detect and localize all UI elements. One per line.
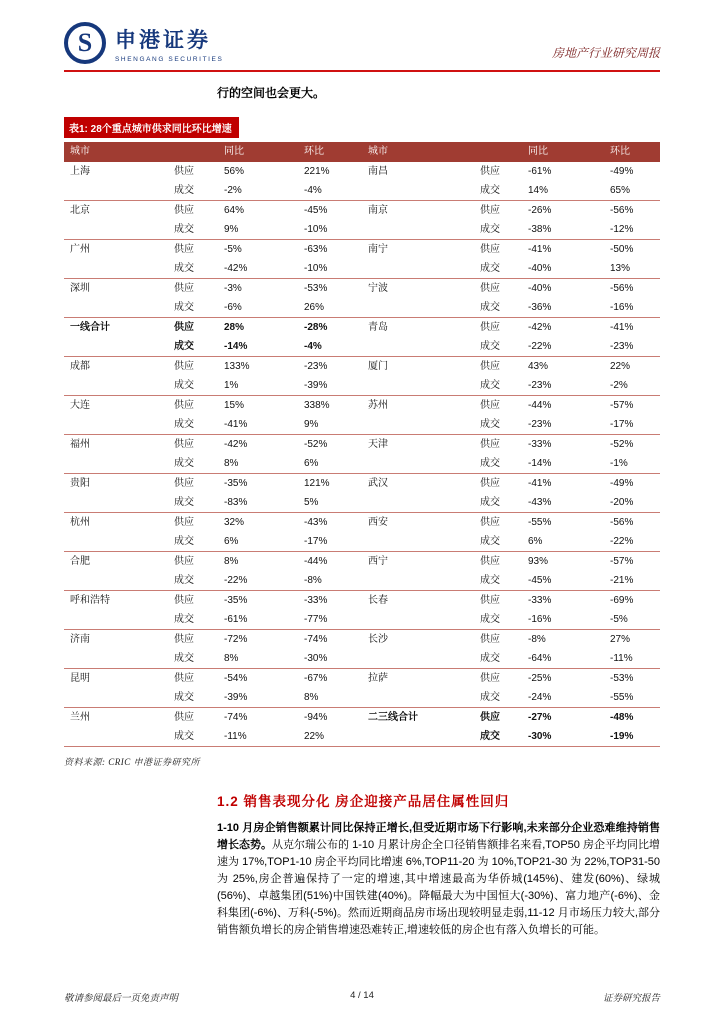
deal-label: 成交 — [168, 688, 218, 708]
deal-yoy-value: -22% — [522, 337, 604, 357]
supply-label: 供应 — [480, 712, 500, 723]
supply-yoy-value: -44% — [528, 400, 552, 411]
supply-label: 供应 — [174, 283, 194, 294]
supply-label: 供应 — [480, 673, 500, 684]
supply-mom-value: -56% — [610, 283, 634, 294]
supply-label: 供应 — [480, 400, 500, 411]
city-name: 厦门 — [362, 357, 474, 396]
city-name: 二三线合计 — [362, 708, 474, 747]
deal-label: 成交 — [168, 649, 218, 669]
deal-yoy-value: -14% — [218, 337, 298, 357]
deal-yoy-value: -6% — [218, 298, 298, 318]
deal-yoy-value: -11% — [218, 727, 298, 747]
supply-yoy-value: -25% — [528, 673, 552, 684]
supply-mom-value: 27% — [610, 634, 631, 645]
deal-label: 成交 — [474, 493, 522, 513]
supply-mom-value: -57% — [610, 400, 634, 411]
deal-mom-value: -77% — [298, 610, 362, 630]
deal-yoy-value: -30% — [522, 727, 604, 747]
header-divider — [64, 70, 660, 72]
deal-mom-value: 6% — [298, 454, 362, 474]
paragraph-lead-bold: 1-10 月房企销售额累计同比保持正增长,但受近期市场下行影响,未来部分企业恐难维持销售增长态势。 — [217, 822, 660, 851]
supply-yoy-value: -33% — [528, 439, 552, 450]
deal-label: 成交 — [474, 376, 522, 396]
city-name: 成都 — [64, 357, 168, 396]
supply-yoy-value: 28% — [224, 322, 245, 333]
city-name: 广州 — [64, 240, 168, 279]
deal-label: 成交 — [474, 220, 522, 240]
deal-label: 成交 — [474, 259, 522, 279]
supply-mom-value: -94% — [304, 712, 328, 723]
deal-label: 成交 — [168, 376, 218, 396]
deal-mom-value: -19% — [604, 727, 660, 747]
supply-mom-value: -56% — [610, 205, 634, 216]
supply-yoy-value: -42% — [224, 439, 248, 450]
logo-company-name-en: SHENGANG SECURITIES — [115, 55, 224, 63]
deal-label: 成交 — [168, 727, 218, 747]
supply-yoy-value: 43% — [528, 361, 549, 372]
supply-label: 供应 — [174, 322, 194, 333]
deal-label: 成交 — [474, 727, 522, 747]
deal-yoy-value: -23% — [522, 415, 604, 435]
supply-label: 供应 — [174, 673, 194, 684]
deal-label: 成交 — [474, 610, 522, 630]
deal-mom-value: -4% — [298, 337, 362, 357]
deal-mom-value: -8% — [298, 571, 362, 591]
supply-label: 供应 — [480, 439, 500, 450]
supply-mom-value: -41% — [610, 322, 634, 333]
supply-yoy-value: -35% — [224, 478, 248, 489]
supply-mom-value: 22% — [610, 361, 631, 372]
city-name: 西安 — [362, 513, 474, 552]
supply-label: 供应 — [480, 517, 500, 528]
paragraph-body: 从克尔瑞公布的 1-10 月累计房企全口径销售额排名来看,TOP50 房企平均同比增速为 17%,TOP1-10 房企平均同比增速 6%,TOP11-20 为 10%,TOP21-30 为 22%,TOP31-50 为 25%,房企普遍保持了一定的增速,其中增速最高为华侨城(145%)、建发(60%)、绿城(56%)、卓越集团(51%)中国铁建(40%)。降幅最大为中国恒大(-30%)、富力地产(-6%)、金科集团(-6%)、万科(-5%)。然而近期商品房市场出现较明显走弱,11-12 月市场压力较大,部分销售额负增长的房企销售增速恐难转正,增速较低的房企也有落入负增长的可能。 — [217, 839, 660, 936]
deal-mom-value: 5% — [298, 493, 362, 513]
supply-mom-value: -53% — [610, 673, 634, 684]
deal-yoy-value: -22% — [218, 571, 298, 591]
city-name: 拉萨 — [362, 669, 474, 708]
page-header — [64, 22, 660, 64]
deal-yoy-value: 6% — [522, 532, 604, 552]
supply-label: 供应 — [174, 517, 194, 528]
city-name: 大连 — [64, 396, 168, 435]
deal-mom-value: -55% — [604, 688, 660, 708]
deal-yoy-value: 8% — [218, 649, 298, 669]
shengang-logo — [64, 22, 223, 64]
city-name: 西宁 — [362, 552, 474, 591]
supply-mom-value: -50% — [610, 244, 634, 255]
deal-mom-value: -4% — [298, 181, 362, 201]
deal-mom-value: -5% — [604, 610, 660, 630]
city-name: 深圳 — [64, 279, 168, 318]
supply-yoy-value: -5% — [224, 244, 242, 255]
deal-label: 成交 — [474, 454, 522, 474]
supply-mom-value: -49% — [610, 166, 634, 177]
deal-label: 成交 — [168, 259, 218, 279]
supply-label: 供应 — [480, 283, 500, 294]
deal-label: 成交 — [474, 571, 522, 591]
deal-mom-value: -17% — [298, 532, 362, 552]
deal-mom-value: -10% — [298, 220, 362, 240]
deal-mom-value: -1% — [604, 454, 660, 474]
footer-report-label: 证券研究报告 — [602, 994, 660, 1004]
supply-mom-value: -53% — [304, 283, 328, 294]
report-type-label: 房地产行业研究周报 — [551, 46, 660, 60]
deal-label: 成交 — [474, 298, 522, 318]
deal-label: 成交 — [474, 337, 522, 357]
table-title: 表1: 28个重点城市供求同比环比增速 — [64, 117, 239, 138]
city-name: 长沙 — [362, 630, 474, 669]
footer-page-number: 4 / 14 — [350, 990, 374, 1001]
deal-mom-value: 26% — [298, 298, 362, 318]
table-row-supply — [64, 630, 660, 650]
supply-label: 供应 — [174, 205, 194, 216]
supply-mom-value: 338% — [304, 400, 330, 411]
deal-yoy-value: -61% — [218, 610, 298, 630]
supply-label: 供应 — [174, 166, 194, 177]
deal-yoy-value: -83% — [218, 493, 298, 513]
supply-yoy-value: 133% — [224, 361, 250, 372]
table-row-supply — [64, 318, 660, 338]
deal-yoy-value: -45% — [522, 571, 604, 591]
city-supply-demand-table — [64, 142, 660, 747]
supply-yoy-value: -26% — [528, 205, 552, 216]
supply-yoy-value: 56% — [224, 166, 245, 177]
table-row-supply — [64, 552, 660, 572]
supply-mom-value: -69% — [610, 595, 634, 606]
city-name: 贵阳 — [64, 474, 168, 513]
city-name: 青岛 — [362, 318, 474, 357]
city-name: 长春 — [362, 591, 474, 630]
table-row-supply — [64, 162, 660, 181]
page-footer — [64, 990, 660, 1004]
supply-mom-value: -28% — [304, 322, 328, 333]
col-header-yoy-left: 同比 — [218, 142, 298, 162]
deal-yoy-value: 1% — [218, 376, 298, 396]
body-paragraph — [217, 820, 660, 939]
logo-s-icon: S — [64, 22, 106, 64]
deal-mom-value: 65% — [604, 181, 660, 201]
supply-yoy-value: -33% — [528, 595, 552, 606]
supply-yoy-value: 32% — [224, 517, 245, 528]
table-row-supply — [64, 396, 660, 416]
supply-yoy-value: -74% — [224, 712, 248, 723]
supply-yoy-value: -41% — [528, 244, 552, 255]
supply-label: 供应 — [174, 634, 194, 645]
city-name: 南昌 — [362, 162, 474, 201]
supply-label: 供应 — [174, 595, 194, 606]
supply-yoy-value: -41% — [528, 478, 552, 489]
supply-mom-value: -56% — [610, 517, 634, 528]
intro-text: 行的空间也会更大。 — [217, 86, 326, 100]
supply-label: 供应 — [174, 400, 194, 411]
supply-mom-value: -63% — [304, 244, 328, 255]
supply-mom-value: -57% — [610, 556, 634, 567]
supply-label: 供应 — [174, 712, 194, 723]
deal-yoy-value: -24% — [522, 688, 604, 708]
supply-mom-value: -49% — [610, 478, 634, 489]
deal-mom-value: -16% — [604, 298, 660, 318]
deal-label: 成交 — [168, 298, 218, 318]
deal-mom-value: -11% — [604, 649, 660, 669]
supply-yoy-value: 15% — [224, 400, 245, 411]
supply-yoy-value: -3% — [224, 283, 242, 294]
table-row-supply — [64, 669, 660, 689]
deal-mom-value: -20% — [604, 493, 660, 513]
deal-yoy-value: 6% — [218, 532, 298, 552]
city-name: 合肥 — [64, 552, 168, 591]
deal-label: 成交 — [168, 571, 218, 591]
supply-yoy-value: -40% — [528, 283, 552, 294]
deal-mom-value: -21% — [604, 571, 660, 591]
table-row-supply — [64, 474, 660, 494]
supply-yoy-value: -35% — [224, 595, 248, 606]
city-name: 福州 — [64, 435, 168, 474]
supply-yoy-value: -72% — [224, 634, 248, 645]
city-name: 杭州 — [64, 513, 168, 552]
deal-yoy-value: -64% — [522, 649, 604, 669]
deal-mom-value: -10% — [298, 259, 362, 279]
deal-yoy-value: -16% — [522, 610, 604, 630]
table-body — [64, 162, 660, 747]
city-name: 上海 — [64, 162, 168, 201]
deal-label: 成交 — [168, 337, 218, 357]
city-name: 呼和浩特 — [64, 591, 168, 630]
deal-yoy-value: -2% — [218, 181, 298, 201]
deal-yoy-value: -23% — [522, 376, 604, 396]
city-name: 南宁 — [362, 240, 474, 279]
deal-mom-value: -23% — [604, 337, 660, 357]
deal-label: 成交 — [168, 181, 218, 201]
deal-yoy-value: -42% — [218, 259, 298, 279]
city-name: 宁波 — [362, 279, 474, 318]
deal-yoy-value: -41% — [218, 415, 298, 435]
table-header-row — [64, 142, 660, 162]
table-row-supply — [64, 435, 660, 455]
supply-mom-value: -52% — [610, 439, 634, 450]
section-content — [217, 790, 660, 939]
logo-text — [115, 24, 223, 63]
city-name: 北京 — [64, 201, 168, 240]
deal-yoy-value: -14% — [522, 454, 604, 474]
supply-yoy-value: 93% — [528, 556, 549, 567]
supply-label: 供应 — [174, 244, 194, 255]
deal-yoy-value: 9% — [218, 220, 298, 240]
deal-mom-value: -22% — [604, 532, 660, 552]
supply-yoy-value: -27% — [528, 712, 552, 723]
deal-label: 成交 — [168, 220, 218, 240]
table-row-supply — [64, 201, 660, 221]
supply-mom-value: 221% — [304, 166, 330, 177]
city-name: 苏州 — [362, 396, 474, 435]
supply-mom-value: -48% — [610, 712, 634, 723]
deal-yoy-value: -36% — [522, 298, 604, 318]
supply-label: 供应 — [174, 556, 194, 567]
city-name: 昆明 — [64, 669, 168, 708]
deal-yoy-value: 14% — [522, 181, 604, 201]
city-name: 武汉 — [362, 474, 474, 513]
supply-mom-value: -43% — [304, 517, 328, 528]
deal-mom-value: 13% — [604, 259, 660, 279]
city-name: 天津 — [362, 435, 474, 474]
supply-mom-value: -67% — [304, 673, 328, 684]
supply-yoy-value: -61% — [528, 166, 552, 177]
supply-mom-value: -44% — [304, 556, 328, 567]
supply-label: 供应 — [480, 478, 500, 489]
deal-mom-value: 22% — [298, 727, 362, 747]
supply-label: 供应 — [174, 478, 194, 489]
deal-label: 成交 — [474, 532, 522, 552]
deal-mom-value: -30% — [298, 649, 362, 669]
supply-mom-value: -74% — [304, 634, 328, 645]
logo-company-name: 申港证券 — [115, 28, 211, 52]
deal-label: 成交 — [474, 649, 522, 669]
table-row-supply — [64, 240, 660, 260]
deal-label: 成交 — [474, 415, 522, 435]
deal-label: 成交 — [474, 181, 522, 201]
deal-label: 成交 — [474, 688, 522, 708]
deal-label: 成交 — [168, 415, 218, 435]
deal-label: 成交 — [168, 532, 218, 552]
supply-mom-value: -45% — [304, 205, 328, 216]
footer-disclaimer: 敬请参阅最后一页免责声明 — [64, 994, 179, 1004]
supply-label: 供应 — [480, 322, 500, 333]
deal-mom-value: -12% — [604, 220, 660, 240]
col-header-mom-right: 环比 — [604, 142, 660, 162]
supply-yoy-value: 8% — [224, 556, 239, 567]
deal-mom-value: -17% — [604, 415, 660, 435]
supply-label: 供应 — [480, 244, 500, 255]
table-row-supply — [64, 591, 660, 611]
table-row-supply — [64, 357, 660, 377]
city-name: 兰州 — [64, 708, 168, 747]
deal-mom-value: -2% — [604, 376, 660, 396]
col-header-yoy-right: 同比 — [522, 142, 604, 162]
supply-mom-value: -52% — [304, 439, 328, 450]
table-row-supply — [64, 279, 660, 299]
section-heading: 1.2 销售表现分化 房企迎接产品居住属性回归 — [217, 794, 510, 809]
deal-yoy-value: 8% — [218, 454, 298, 474]
deal-yoy-value: -43% — [522, 493, 604, 513]
col-header-mom-left: 环比 — [298, 142, 362, 162]
supply-yoy-value: -55% — [528, 517, 552, 528]
table-row-supply — [64, 513, 660, 533]
deal-yoy-value: -40% — [522, 259, 604, 279]
supply-label: 供应 — [480, 634, 500, 645]
deal-yoy-value: -39% — [218, 688, 298, 708]
supply-yoy-value: -42% — [528, 322, 552, 333]
deal-label: 成交 — [168, 454, 218, 474]
deal-label: 成交 — [168, 493, 218, 513]
deal-label: 成交 — [168, 610, 218, 630]
city-name: 一线合计 — [64, 318, 168, 357]
supply-yoy-value: -8% — [528, 634, 546, 645]
supply-label: 供应 — [480, 595, 500, 606]
supply-label: 供应 — [480, 361, 500, 372]
deal-mom-value: 9% — [298, 415, 362, 435]
col-header-city-right: 城市 — [362, 142, 522, 162]
col-header-city-left: 城市 — [64, 142, 218, 162]
supply-label: 供应 — [480, 205, 500, 216]
city-name: 南京 — [362, 201, 474, 240]
supply-mom-value: 121% — [304, 478, 330, 489]
supply-yoy-value: 64% — [224, 205, 245, 216]
supply-mom-value: -23% — [304, 361, 328, 372]
source-note: 资料来源: CRIC 申港证券研究所 — [64, 757, 200, 767]
deal-mom-value: -39% — [298, 376, 362, 396]
deal-mom-value: 8% — [298, 688, 362, 708]
supply-label: 供应 — [174, 361, 194, 372]
supply-label: 供应 — [174, 439, 194, 450]
table-row-supply — [64, 708, 660, 728]
city-name: 济南 — [64, 630, 168, 669]
supply-label: 供应 — [480, 166, 500, 177]
supply-yoy-value: -54% — [224, 673, 248, 684]
supply-label: 供应 — [480, 556, 500, 567]
supply-mom-value: -33% — [304, 595, 328, 606]
deal-yoy-value: -38% — [522, 220, 604, 240]
